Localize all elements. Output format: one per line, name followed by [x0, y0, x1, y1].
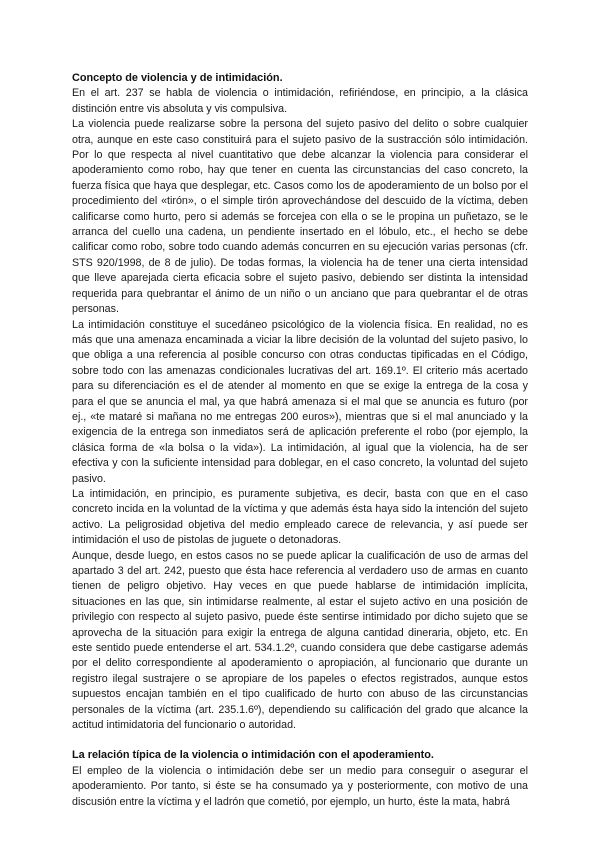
paragraph-intimidacion-subjetiva: La intimidación, en principio, es puramente subjetiva, es decir, basta con que en el caso concreto incida en la voluntad de la víctima y que además ésta haya sido la intención del sujeto activo. La peligrosidad objetiva del medio empleado carece de relevancia, y así puede ser intimidación el uso de pistolas de juguete o detonadoras.: [72, 487, 528, 547]
section-heading-relacion-tipica: La relación típica de la violencia o intimidación con el apoderamiento.: [72, 749, 434, 762]
paragraph-uso-de-armas: Aunque, desde luego, en estos casos no se puede aplicar la cualificación de uso de armas del apartado 3 del art. 242, puesto que ésta hace referencia al verdadero uso de armas en cuanto tienen de peligro objetivo. Hay veces en que puede hablarse de intimidación implícita, situaciones en las que, sin intimidarse realmente, al estar el sujeto activo en una posición de privilegio con respecto al sujeto pasivo, puede éste sentirse intimidado por dicho sujeto que se aprovecha de la situación para exigir la entrega de alguna cantidad dineraria, objeto, etc. En este sentido puede entenderse el art. 534.1.2º, cuando considera que debe castigarse además por el delito correspondiente al apoderamiento o apropiación, al funcionario que durante un registro ilegal sustrajere o se apropiare de los papeles o efectos registrados, aunque estos supuestos encajan también en el tipo cualificado de hurto con abuso de las circunstancias personales de la víctima (art. 235.1.6º), dependiendo su calificación del grado que alcance la actitud intimidatoria del funcionario o autoridad.: [72, 549, 528, 732]
paragraph-violencia: La violencia puede realizarse sobre la persona del sujeto pasivo del delito o sobre cualquier otra, aunque en este caso constituirá para el sujeto pasivo de la sustracción sólo intimidación. Por lo que respecta al nivel cuantitativo que debe alcanzar la violencia para considerar el apoderamiento como robo, hay que tener en cuenta las circunstancias del caso concreto, la fuerza física que haya que desplegar, etc. Casos como los de apoderamiento de un bolso por el procedimiento del «tirón», o el simple tirón aprovechándose del descuido de la víctima, deben calificarse como hurto, pero si además se forcejea con ella o se le propina un puñetazo, se le arranca del cuello una cadena, un pendiente insertado en el lóbulo, etc., el hecho se debe calificar como robo, sobre todo cuando además concurren en su ejecución varias personas (cfr. STS 920/1998, de 8 de julio). De todas formas, la violencia ha de tener una cierta intensidad que lleve aparejada cierta eficacia sobre el sujeto pasivo, debiendo ser distinta la intensidad requerida para quebrantar el ánimo de un niño o un anciano que para quebrantar el de otras personas.: [72, 118, 528, 316]
paragraph-empleo-violencia: El empleo de la violencia o intimidación debe ser un medio para conseguir o asegurar el apoderamiento. Por tanto, si éste se ha consumado ya y posteriormente, con motivo de una discusión entre la víctima y el ladrón que cometió, por ejemplo, un hurto, éste la mata, habrá: [72, 764, 528, 808]
paragraph-intimidacion-sucedaneo: La intimidación constituye el sucedáneo psicológico de la violencia física. En realidad, no es más que una amenaza encaminada a viciar la libre decisión de la voluntad del sujeto pasivo, lo que obliga a una referencia al posible concurso con otras conductas tipificadas en el Código, sobre todo con las amenazas condicionales lucrativas del art. 169.1º. El criterio más acertado para su diferenciación es el de atender al momento en que se exige la entrega de la cosa y para el que se anuncia el mal, ya que habrá amenaza si el mal que se anuncia es futuro (por ej., «te mataré si mañana no me entregas 200 euros»), mientras que si el mal anunciado y la exigencia de la entrega son inmediatos será de aplicación preferente el robo (por ejemplo, la clásica forma de «la bolsa o la vida»). La intimidación, al igual que la violencia, ha de ser efectiva y con la suficiente intensidad para doblegar, en el caso concreto, la voluntad del sujeto pasivo.: [72, 318, 528, 485]
document-page: [72, 71, 528, 810]
paragraph-art-237: En el art. 237 se habla de violencia o intimidación, refiriéndose, en principio, a la clásica distinción entre vis absoluta y vis compulsiva.: [72, 87, 528, 115]
section-heading-concepto: Concepto de violencia y de intimidación.: [72, 72, 283, 84]
